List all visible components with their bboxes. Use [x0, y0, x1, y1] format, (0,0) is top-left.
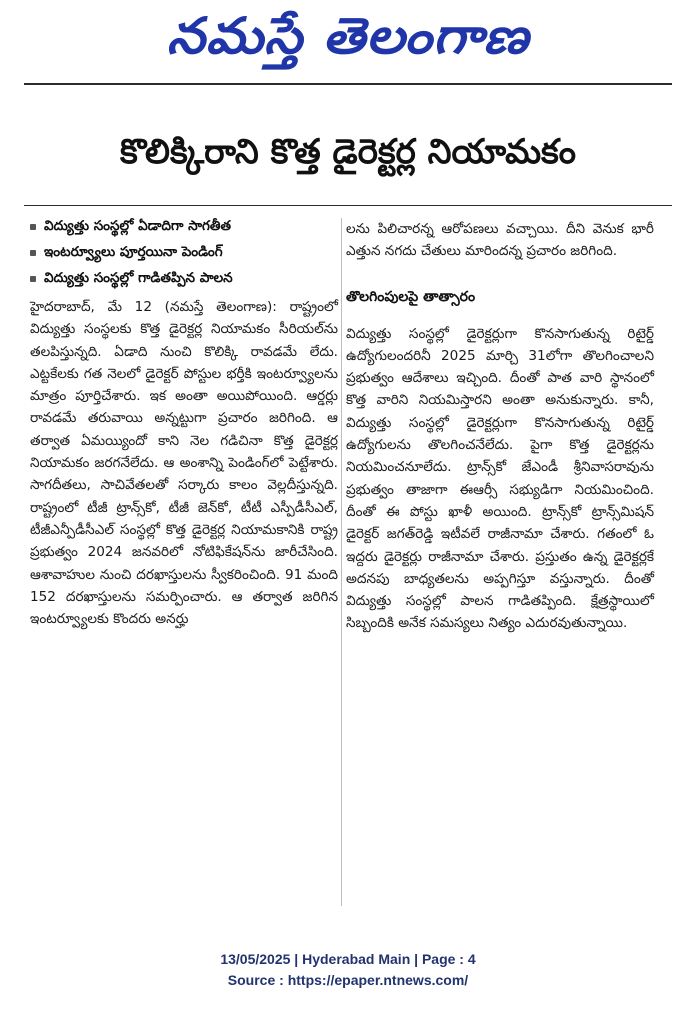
- article-body-left: హైదరాబాద్, మే 12 (నమస్తే తెలంగాణ): రాష్ట్రంలో విద్యుత్తు సంస్థలకు కొత్త డైరెక్టర్ల నియామకం సీరియల్‌ను తలపిస్తున్నది. ఏడాది నుంచి కొలిక్కి రావడమే లేదు. ఎట్టకేలకు గత నెలలో డైరెక్టర్ పోస్టుల భర్తీకి ఇంటర్వ్యూలను మాత్రం పూర్తిచేశారు. ఇక అంతా అయిపోయింది. ఆర్డర్లు రావడమే తరువాయి అన్నట్టుగా ప్రచారం జరిగింది. ఆ తర్వాత ఏమయ్యిందో కాని నెల గడిచినా కొత్త డైరెక్టర్ల నియామకం జరగనేలేదు. ఆ అంశాన్ని పెండింగ్‌లో పెట్టేశారు. సాగదీతలు, సాచివేతలతో సర్కారు కాలం వెల్లదీస్తున్నది. రాష్ట్రంలో టీజీ ట్రాన్స్‌కో, టీజీ జెన్‌కో, టీటీ ఎస్పీడీసీఎల్, టీజీఎన్పీడీసీఎల్ సంస్థల్లో కొత్త డైరెక్టర్ల నియామకానికి రాష్ట్ర ప్రభుత్వం 2024 జనవరిలో నోటిఫికేషన్‌ను జారీచేసింది. ఆశావాహుల నుంచి దరఖాస్తులను స్వీకరించింది. 91 మంది 152 దరఖాస్తులను సమర్పించారు. ఆ తర్వాత జరిగిన ఇంటర్వ్యూలకు కొందరు అనర్హు: [30, 299, 338, 628]
- newspaper-masthead: నమస్తే తెలంగాణ: [166, 7, 530, 65]
- source-link[interactable]: Source : https://epaper.ntnews.com/: [227, 972, 469, 988]
- highlight-bullet: విద్యుత్తు సంస్థల్లో గాడితప్పిన పాలన: [30, 270, 338, 287]
- article-right-column: [346, 218, 654, 635]
- masthead-rule: [24, 83, 672, 85]
- headline-rule: [24, 205, 672, 206]
- article-body-right: విద్యుత్తు సంస్థల్లో డైరెక్టర్లుగా కొనసాగుతున్న రిటైర్డ్ ఉద్యోగులందరినీ 2025 మార్చి 31లోగా తొలగించాలని ప్రభుత్వం ఆదేశాలు ఇచ్చింది. దీంతో పాత వారి స్థానంలో కొత్త వారిని నియమిస్తారని అంతా అనుకున్నారు. కానీ, విద్యుత్తు సంస్థల్లో డైరెక్టర్లుగా కొనసాగుతున్న రిటైర్డ్ ఉద్యోగులను తొలగించనేలేదు. పైగా కొత్త డైరెక్టర్లను నియమించనూలేదు. ట్రాన్స్‌కో జేఎండీ శ్రీనివాసరావును ప్రభుత్వం తాజాగా ఈఆర్సీ సభ్యుడిగా నియమించింది. దీంతో ఈ పోస్టు ఖాళీ అయింది. ట్రాన్స్‌కో ట్రాన్స్‌మిషన్ డైరెక్టర్ జగత్‌రెడ్డి ఇటీవలే రాజీనామా చేశారు. గతంలో ఓ ఇద్దరు డైరెక్టర్లు రాజీనామా చేశారు. ప్రస్తుతం ఉన్న డైరెక్టర్లకే అదనపు బాధ్యతలను అప్పగిస్తూ వస్తున్నారు. దీంతో విద్యుత్తు సంస్థల్లో పాలన గాడితప్పింది. క్షేత్రస్థాయిలో సిబ్బందికి అనేక సమస్యలు నిత్యం ఎదురవుతున్నాయి.: [346, 325, 654, 632]
- column-divider: [341, 218, 342, 906]
- article-subheading: తొలగింపులపై తాత్సారం: [346, 288, 476, 305]
- article-left-column: [30, 218, 338, 630]
- highlight-bullet: విద్యుత్తు సంస్థల్లో ఏడాదిగా సాగతీత: [30, 218, 338, 235]
- highlight-bullets: [30, 218, 338, 287]
- article-body-right-continued: లను పిలిచారన్న ఆరోపణలు వచ్చాయి. దీని వెనుక భారీ ఎత్తున నగదు చేతులు మారిందన్న ప్రచారం జరిగింది.: [346, 221, 654, 260]
- article-headline: కొలిక్కిరాని కొత్త డైరెక్టర్ల నియామకం: [119, 132, 577, 172]
- highlight-bullet: ఇంటర్వ్యూలు పూర్తయినా పెండింగ్: [30, 244, 338, 261]
- edition-info: 13/05/2025 | Hyderabad Main | Page : 4: [220, 951, 476, 967]
